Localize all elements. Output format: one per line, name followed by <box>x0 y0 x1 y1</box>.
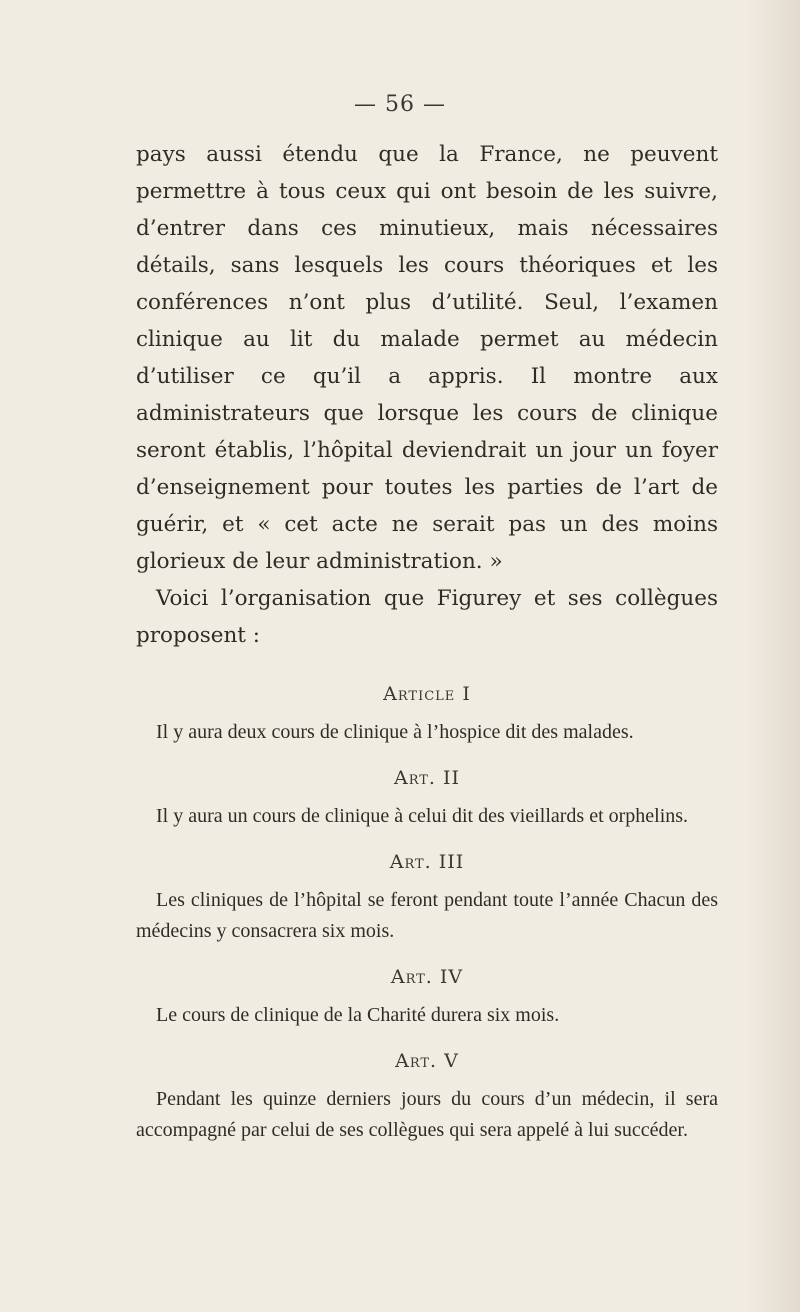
article-5-text: Pendant les quinze derniers jours du cours d’un médecin, il sera accompagné par celui de ses collègues qui sera appelé à lui succéder. <box>136 1088 718 1141</box>
article-2-text: Il y aura un cours de clinique à celui dit des vieillards et orphelins. <box>156 805 689 827</box>
article-2-title: Art. II <box>393 767 461 789</box>
article-5-title: Art. V <box>395 1050 459 1072</box>
article-3-title: Art. III <box>389 851 465 873</box>
article-1-title: Article I <box>383 683 471 705</box>
article-4-title: Art. IV <box>390 966 464 988</box>
page-number: — 56 — <box>354 92 446 117</box>
body-paragraph-2: Voici l’organisation que Figurey et ses collègues proposent : <box>136 586 718 648</box>
article-4 <box>136 959 718 1031</box>
body-paragraph-1: pays aussi étendu que la France, ne peuvent permettre à tous ceux qui ont besoin de les suivre, d’entrer dans ces minutieux, mais nécessaires détails, sans lesquels les cours théoriques et les conférences n’ont plus d’utilité. Seul, l’examen clinique au lit du malade permet au médecin d’utiliser ce qu’il a appris. Il montre aux administrateurs que lorsque les cours de clinique seront établis, l’hôpital deviendrait un jour un foyer d’enseignement pour toutes les parties de l’art de guérir, et « cet acte ne serait pas un des moins glorieux de leur administration. » <box>136 142 718 574</box>
article-5 <box>136 1043 718 1146</box>
article-2 <box>136 760 718 832</box>
article-1-text: Il y aura deux cours de clinique à l’hospice dit des malades. <box>156 721 634 743</box>
page-body <box>136 136 718 1146</box>
article-4-text: Le cours de clinique de la Charité durera six mois. <box>156 1004 560 1026</box>
article-3 <box>136 844 718 947</box>
article-3-text: Les cliniques de l’hôpital se feront pendant toute l’année Chacun des médecins y consacrera six mois. <box>136 889 718 942</box>
article-1 <box>136 676 718 748</box>
